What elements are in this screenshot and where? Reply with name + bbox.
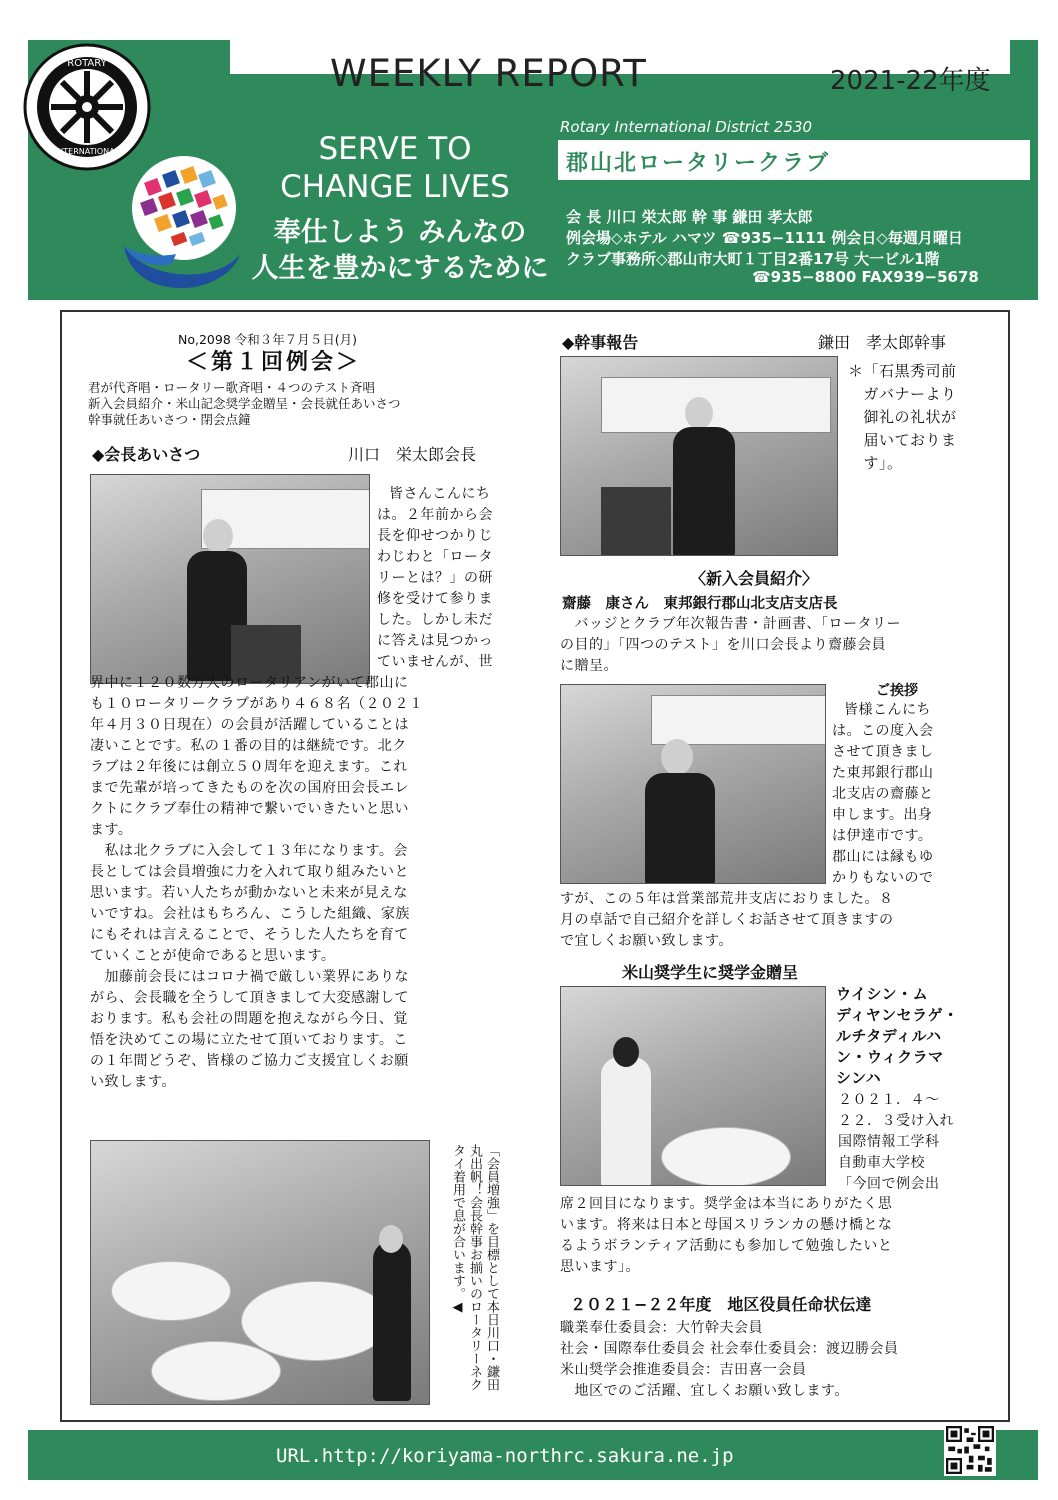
speech-line: 年４月３０日現在）の会員が活躍していることは — [90, 717, 409, 733]
slogan-line-2: CHANGE LIVES — [280, 169, 510, 205]
speech-line: 凄いことです。私の１番の目的は継続です。北ク — [90, 738, 407, 754]
scholarship-photo — [560, 986, 826, 1186]
scholar-info-line: ２０２１．４～ — [838, 1092, 940, 1108]
speech-line: 長を仰せつかりじ — [377, 528, 493, 544]
speech-line: リーとは？」の研 — [377, 570, 493, 586]
scholar-info-line: 国際情報工学科 — [838, 1134, 940, 1150]
greeting-line: 北支店の齋藤と — [832, 786, 934, 802]
note-line: す」。 — [848, 454, 903, 472]
speech-line: おります。私も会社の問題を抱えながら今日、覚 — [90, 1011, 408, 1027]
photo-podium — [601, 487, 671, 556]
rotary-ric-logo-icon — [116, 150, 246, 295]
speech-line: ていくことが使命であると思います。 — [90, 948, 336, 964]
greeting-line: は伊達市です。 — [832, 828, 933, 844]
note-line: 届いておりま — [848, 431, 957, 449]
scholarship-heading: 米山奨学生に奨学金贈呈 — [622, 963, 799, 982]
greeting-line: 皆様こんにち — [844, 702, 931, 718]
photo-person — [673, 427, 735, 556]
speech-line: にもそれは言えることで、そうした人たちを育て — [90, 927, 409, 943]
scholar-name-line: ン・ウィクラマ — [836, 1048, 944, 1066]
district-roles-heading: ２０２１−２２年度 地区役員任命状伝達 — [570, 1295, 872, 1314]
speech-line: も１０ロータリークラブがあり４６８名（２０２１ — [90, 696, 424, 712]
speech-line: 修を受けて参りま — [377, 591, 493, 607]
greeting-line: 申します。出身 — [832, 807, 933, 823]
meeting-hall-photo — [90, 1140, 430, 1405]
greeting-side — [832, 700, 934, 889]
greeting-line: 郡山には縁もゆ — [832, 849, 934, 865]
photo-table — [241, 1281, 391, 1361]
club-name: 郡山北ロータリークラブ — [566, 151, 831, 176]
speech-line: の１年間どうぞ、皆様のご協力ご支援宜しくお願 — [90, 1053, 409, 1069]
website-url[interactable]: URL.http://koriyama-northrc.sakura.ne.jp — [276, 1445, 734, 1467]
speech-line: 界中に１２０数万人のロータリアンがいて郡山に — [90, 675, 409, 691]
scholar-speech-line: います。将来は日本と母国スリランカの懸け橋とな — [560, 1217, 893, 1233]
greeting-line: た東邦銀行郡山 — [832, 765, 934, 781]
greeting-line: 月の卓話で自己紹介を詳しくお話させて頂きますの — [560, 912, 894, 928]
photo-person — [645, 773, 715, 884]
role-line: 職業奉仕委員会：大竹幹夫会員 — [560, 1320, 763, 1336]
scholar-speech — [560, 1194, 892, 1278]
speech-line: がら、会長職を全うして頂きまして大変感謝して — [90, 990, 409, 1006]
scholar-name — [836, 984, 959, 1089]
new-member-name: 齋藤 康さん 東邦銀行郡山北支店支店長 — [562, 596, 838, 612]
motto-line-1: 奉仕しよう みんなの — [273, 217, 527, 248]
speech-line: 私は北クラブに入会して１３年になります。会 — [90, 843, 408, 859]
speech-line: ます。 — [90, 822, 133, 838]
photo-person-head — [685, 397, 713, 429]
fiscal-year: 2021-22年度 — [830, 66, 991, 96]
greeting-line: させて頂きまし — [832, 744, 934, 760]
photo-person-head — [661, 739, 693, 775]
speech-line: は。２年前から会 — [377, 507, 493, 523]
president-speech-side — [377, 484, 493, 673]
contact-line: ☎935−8800 FAX939−5678 — [752, 268, 979, 286]
desc-line: バッジとクラブ年次報告書・計画書、「ロータリー — [560, 616, 901, 632]
speech-line: いですね。会社はもちろん、こうした組織、家族 — [90, 906, 410, 922]
role-line: 米山奨学会推進委員会：吉田喜一会員 — [560, 1362, 807, 1378]
speech-line: まで先輩が培ってきたものを次の国府田会長エレ — [90, 780, 409, 796]
note-line: ガバナーより — [848, 385, 957, 403]
scholar-info-line: 「今回で例会出 — [838, 1176, 940, 1192]
scholar-speech-line: 思います」。 — [560, 1259, 640, 1275]
speech-line: に答えは見つかっ — [377, 633, 493, 649]
scholar-speech-line: るようボランティア活動にも参加して勉強したいと — [560, 1238, 893, 1254]
note-line: ＊「石黒秀司前 — [848, 362, 957, 380]
greeting-heading: ご挨拶 — [876, 683, 918, 699]
officers-line: 会 長 川口 栄太郎 幹 事 鎌田 孝太郎 — [566, 208, 813, 226]
new-member-desc — [560, 614, 901, 677]
photo-table — [151, 1341, 281, 1401]
speech-line: い致します。 — [90, 1074, 176, 1090]
motto-line-2: 人生を豊かにするために — [251, 253, 549, 284]
scholar-info-line: ２２．３受け入れ — [838, 1113, 954, 1129]
greeting-line: で宜しくお願い致します。 — [560, 933, 733, 949]
photo-person — [373, 1241, 411, 1401]
greeting-line: すが、この５年は営業部荒井支店におりました。８ — [560, 891, 894, 907]
club-office-line: クラブ事務所◇郡山市大町１丁目2番17号 大一ビル1階 — [566, 250, 940, 268]
slogan-japanese — [250, 215, 550, 287]
role-line: 社会・国際奉仕委員会 社会奉仕委員会：渡辺勝会員 — [560, 1341, 899, 1357]
new-member-heading: 〈新入会員紹介〉 — [690, 569, 819, 588]
note-line: 御礼の礼状が — [848, 408, 957, 426]
greeting-full — [560, 889, 894, 952]
hall-photo-caption: 「会員増強」を目標として本日川口・鎌田丸出帆！会長幹事お揃いのロータリーネクタイ着用で息が合います。◀ — [450, 1144, 499, 1391]
scholar-name-line: ディヤンセラゲ・ — [836, 1006, 959, 1024]
weekly-report-title: WEEKLY REPORT — [330, 52, 647, 95]
photo-banner — [601, 377, 831, 433]
greeting-line: は。この度入会 — [832, 723, 934, 739]
photo-person — [601, 1057, 651, 1186]
photo-person-head — [379, 1225, 403, 1253]
speech-line: クトにクラブ奉仕の精神で繋いでいきたいと思い — [90, 801, 409, 817]
district-label: Rotary International District 2530 — [560, 118, 813, 136]
meeting-title: ＜第１回例会＞ — [186, 350, 362, 375]
secretary-name: 鎌田 孝太郎幹事 — [818, 333, 947, 352]
photo-banner — [651, 695, 826, 745]
scholar-name-line: シンハ — [836, 1069, 882, 1087]
president-photo — [90, 474, 370, 684]
meeting-venue-line: 例会場◇ホテル ハマツ ☎935−1111 例会日◇毎週月曜日 — [566, 229, 963, 247]
scholar-name-line: ウイシン・ム — [836, 985, 929, 1003]
qr-code-icon[interactable] — [944, 1424, 996, 1476]
speech-line: 思います。若い人たちが動かないと未来が見えな — [90, 885, 408, 901]
role-line: 地区でのご活躍、宜しくお願い致します。 — [560, 1383, 849, 1399]
desc-line: の目的」「四つのテスト」を川口会長より齋藤会員 — [560, 637, 886, 653]
president-heading: ◆会長あいさつ — [92, 445, 201, 464]
new-member-photo — [560, 684, 826, 884]
greeting-line: かりもないので — [832, 870, 934, 886]
photo-table — [661, 1127, 791, 1186]
slogan-line-1: SERVE TO — [318, 131, 472, 167]
secretary-heading: ◆幹事報告 — [562, 333, 639, 352]
program-line: 新入会員紹介・米山記念奨学金贈呈・会長就任あいさつ — [88, 396, 401, 411]
program-line: 君が代斉唱・ロータリー歌斉唱・４つのテスト斉唱 — [88, 380, 376, 395]
desc-line: に贈呈。 — [560, 658, 618, 674]
president-name: 川口 栄太郎会長 — [348, 445, 477, 464]
program-line: 幹事就任あいさつ・閉会点鐘 — [88, 412, 251, 427]
scholar-info — [838, 1090, 954, 1195]
svg-text:ROTARY: ROTARY — [67, 58, 107, 69]
photo-person-head — [613, 1037, 639, 1067]
photo-table — [111, 1261, 231, 1321]
speech-line: 長としては会員増強に力を入れて取り組みたいと — [90, 864, 409, 880]
speech-line: わじわと「ロータ — [377, 549, 493, 565]
svg-text:INTERNATIONAL: INTERNATIONAL — [54, 147, 120, 156]
issue-number-date: No,2098 令和３年７月５日(月) — [178, 332, 358, 347]
speech-line: ていませんが、世 — [377, 654, 493, 670]
scholar-name-line: ルチタディルハ — [836, 1027, 942, 1045]
speech-line: した。しかし未だ — [377, 612, 493, 628]
speech-line: 悟を決めてこの場に立たせて頂いております。こ — [90, 1032, 408, 1048]
program-list — [88, 380, 401, 428]
district-roles-list — [560, 1318, 898, 1402]
speech-line: 加藤前会長にはコロナ禍で厳しい業界にありな — [90, 969, 409, 985]
secretary-note — [848, 360, 957, 475]
photo-person-head — [203, 519, 233, 553]
scholar-speech-line: 席２回目になります。奨学金は本当にありがたく思 — [560, 1196, 893, 1212]
president-speech-full — [90, 673, 424, 1093]
slogan-english — [260, 130, 530, 206]
scholar-info-line: 自動車大学校 — [838, 1155, 925, 1171]
secretary-photo — [560, 356, 838, 556]
speech-line: ラブは２年後には創立５０周年を迎えます。これ — [90, 759, 408, 775]
speech-line: 皆さんこんにち — [389, 486, 491, 502]
